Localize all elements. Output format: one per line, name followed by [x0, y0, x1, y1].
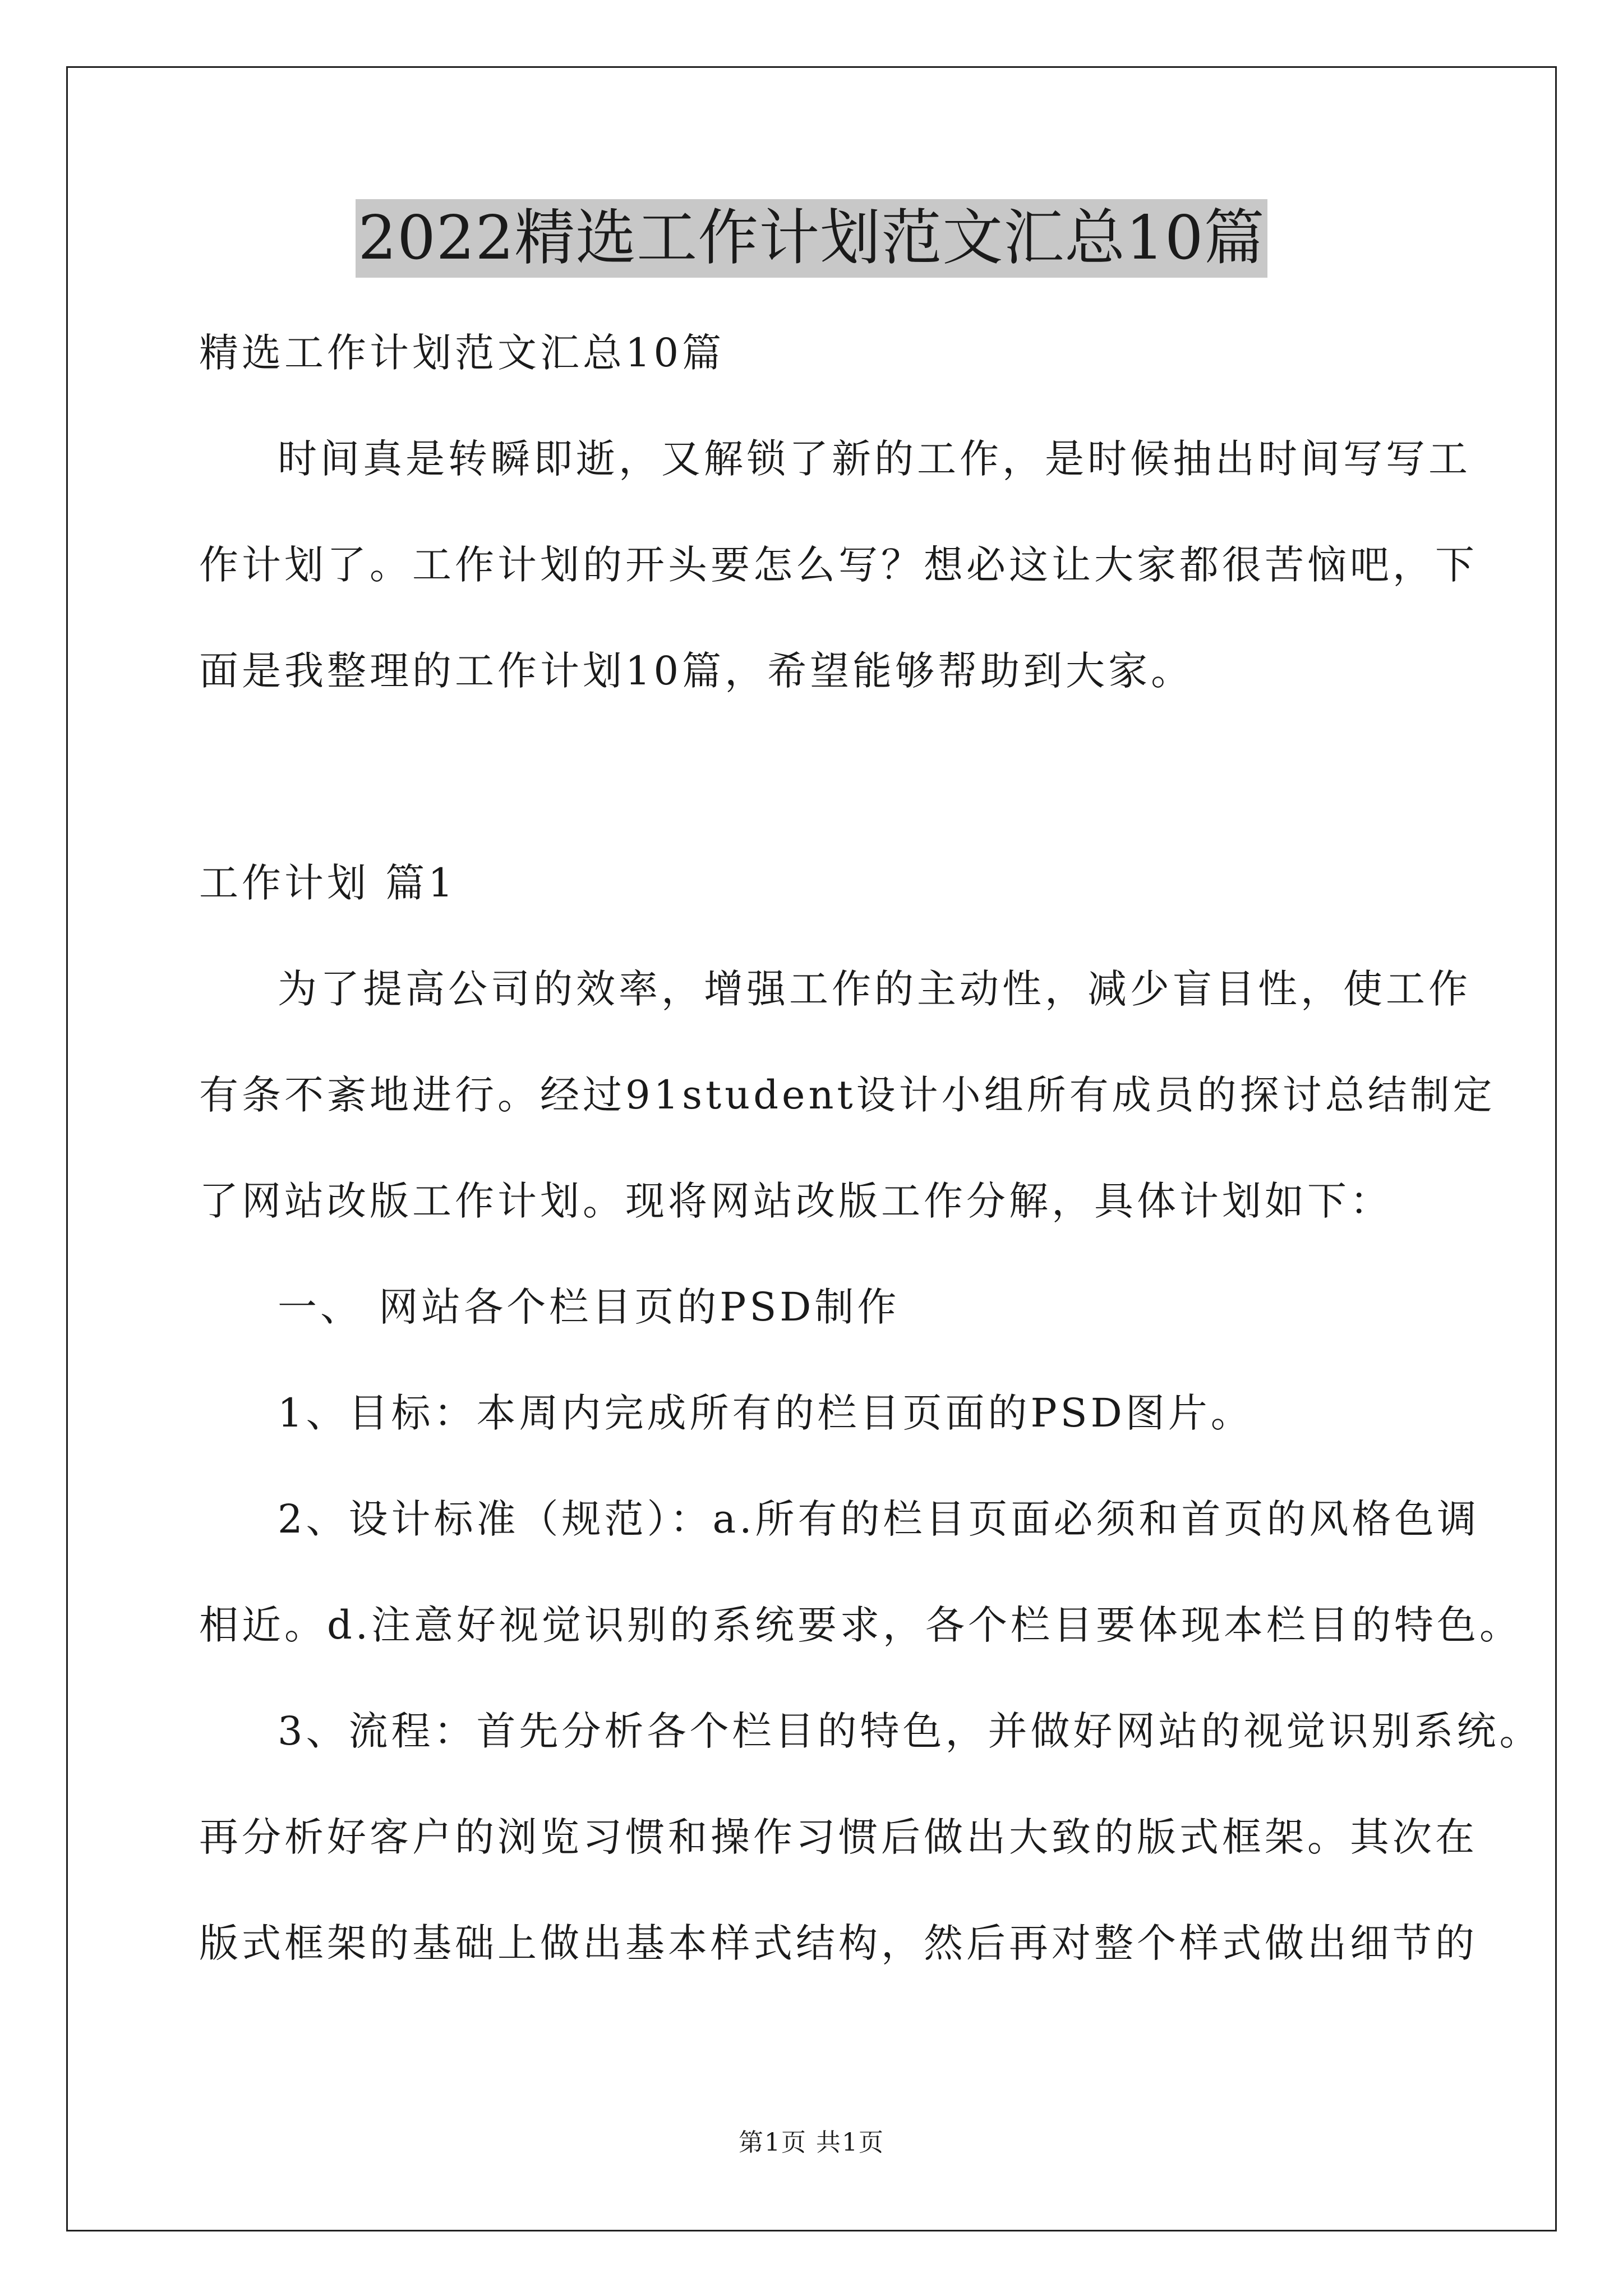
- document-title: 2022精选工作计划范文汇总10篇: [356, 199, 1267, 278]
- body-line: 一、 网站各个栏目页的PSD制作: [278, 1284, 900, 1330]
- body-line: 3、流程：首先分析各个栏目的特色，并做好网站的视觉识别系统。: [278, 1708, 1542, 1754]
- section-heading: 工作计划 篇1: [199, 860, 457, 906]
- body-line: 版式框架的基础上做出基本样式结构，然后再对整个样式做出细节的: [199, 1920, 1478, 1966]
- body-line: 相近。d.注意好视觉识别的系统要求，各个栏目要体现本栏目的特色。: [199, 1602, 1523, 1648]
- body-line: 1、目标：本周内完成所有的栏目页面的PSD图片。: [278, 1390, 1253, 1436]
- body-line: 有条不紊地进行。经过91student设计小组所有成员的探讨总结制定: [199, 1072, 1496, 1118]
- document-subtitle: 精选工作计划范文汇总10篇: [199, 330, 725, 376]
- title-container: [0, 199, 1623, 278]
- spacer: [199, 724, 1438, 830]
- page-footer: 第1页 共1页: [739, 2128, 884, 2157]
- intro-line: 时间真是转瞬即逝，又解锁了新的工作，是时候抽出时间写写工: [278, 436, 1471, 482]
- body-line: 为了提高公司的效率，增强工作的主动性，减少盲目性，使工作: [278, 966, 1471, 1012]
- document-body: [199, 300, 1542, 1996]
- body-line: 了网站改版工作计划。现将网站改版工作分解，具体计划如下：: [199, 1178, 1393, 1224]
- body-line: 再分析好客户的浏览习惯和操作习惯后做出大致的版式框架。其次在: [199, 1814, 1478, 1860]
- body-line: 2、设计标准（规范）：a.所有的栏目页面必须和首页的风格色调: [278, 1496, 1480, 1542]
- intro-line: 作计划了。工作计划的开头要怎么写？想必这让大家都很苦恼吧，下: [199, 542, 1478, 588]
- intro-line: 面是我整理的工作计划10篇，希望能够帮助到大家。: [199, 648, 1194, 694]
